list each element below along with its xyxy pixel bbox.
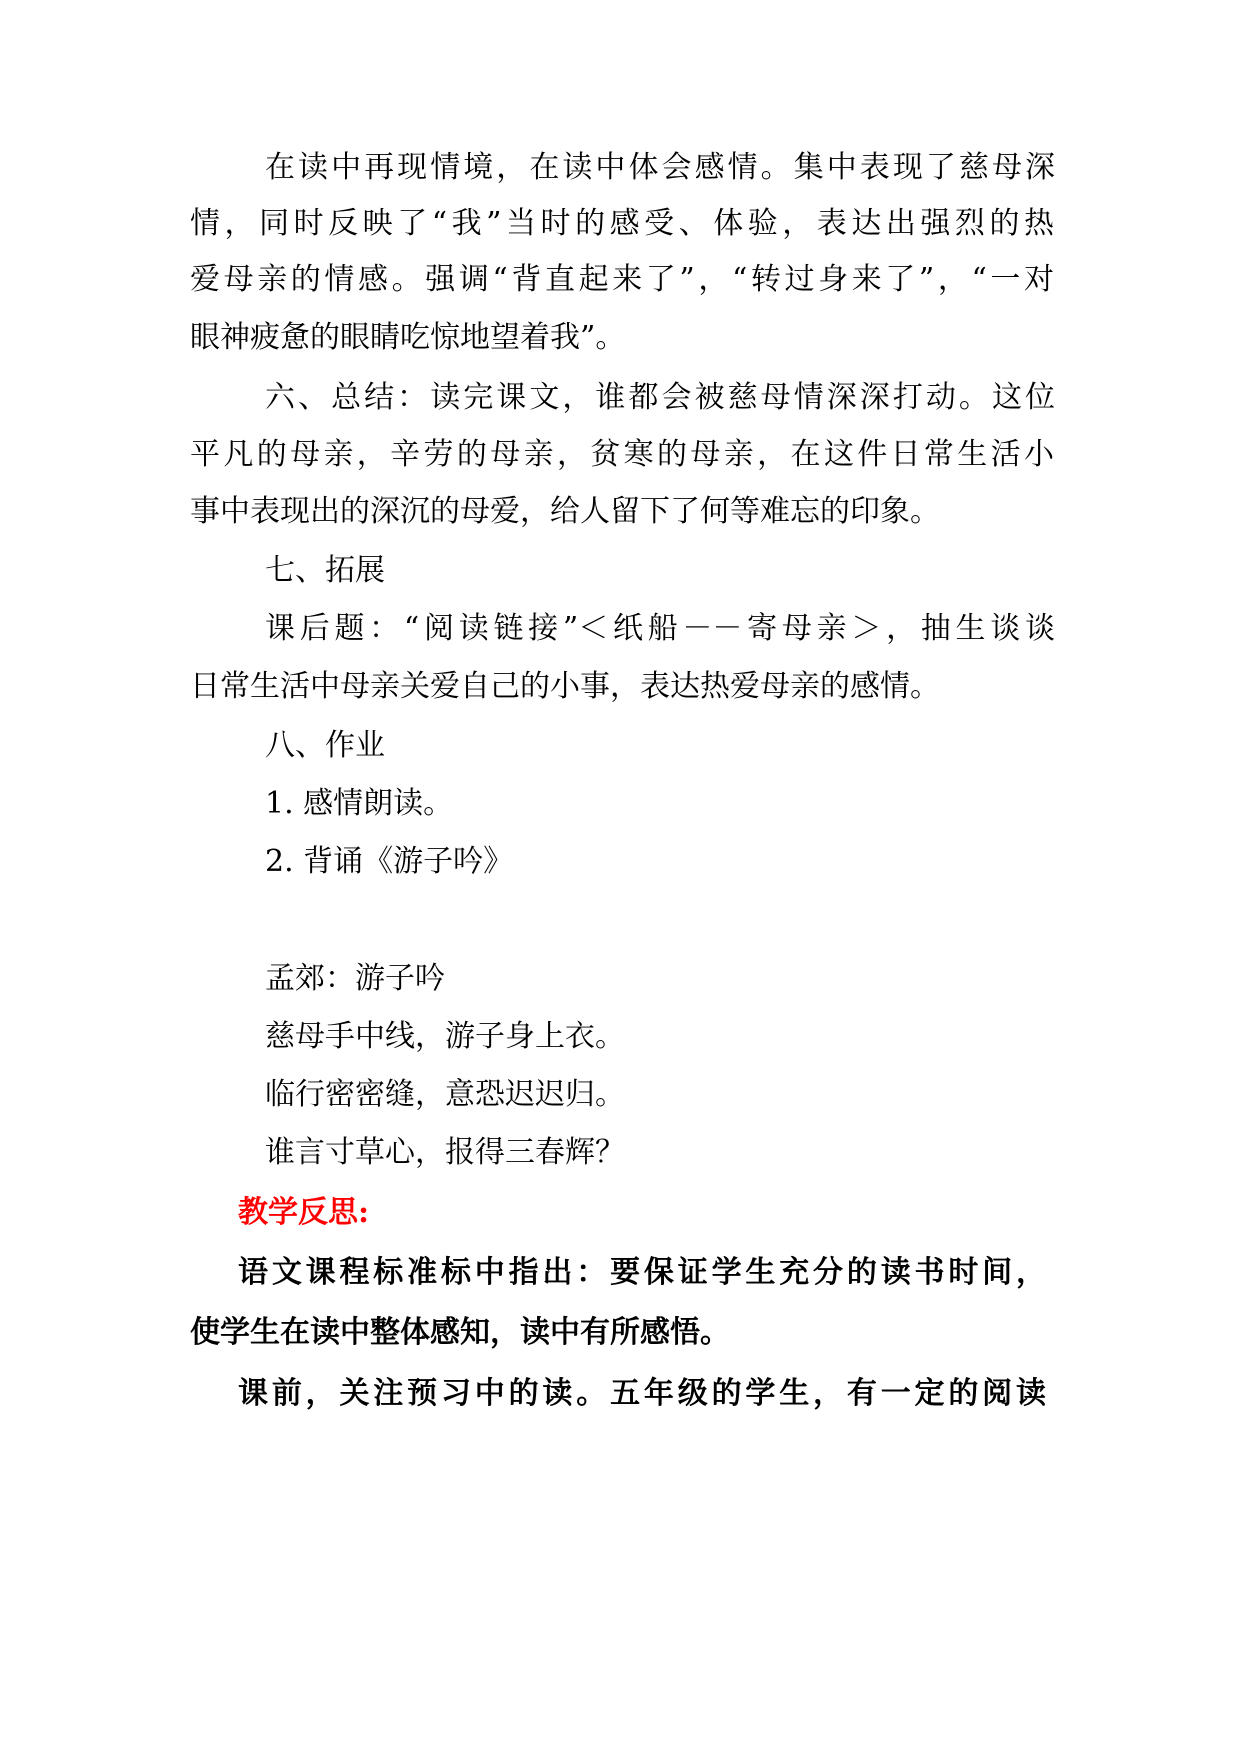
text-line: 课后题：“阅读链接”＜纸船－－寄母亲＞，抽生谈谈 [265, 611, 1055, 646]
text-line: 八、作业 [265, 728, 385, 763]
text-line: 慈母手中线，游子身上衣。 [265, 1019, 625, 1054]
text-line: 平凡的母亲，辛劳的母亲，贫寒的母亲，在这件日常生活小 [190, 437, 1054, 472]
text-line: 六、总结：读完课文，谁都会被慈母情深深打动。这位 [265, 380, 1055, 415]
text-line: 语文课程标准标中指出：要保证学生充分的读书时间， [238, 1255, 1046, 1290]
text-line: 情，同时反映了“我”当时的感受、体验，表达出强烈的热 [190, 206, 1054, 241]
text-line: 教学反思: [238, 1195, 370, 1230]
text-line: 谁言寸草心，报得三春辉？ [265, 1135, 625, 1170]
text-line: 课前，关注预习中的读。五年级的学生，有一定的阅读 [238, 1376, 1046, 1411]
text-line: 孟郊：游子吟 [265, 961, 445, 996]
text-line: 爱母亲的情感。强调“背直起来了”，“转过身来了”，“一对 [190, 262, 1054, 297]
text-line: 2. 背诵《游子吟》 [265, 844, 514, 879]
text-line: 眼神疲惫的眼睛吃惊地望着我”。 [190, 320, 626, 355]
text-line: 七、拓展 [265, 553, 385, 588]
text-line: 1. 感情朗读。 [265, 786, 454, 821]
text-line: 使学生在读中整体感知，读中有所感悟。 [190, 1315, 730, 1350]
text-line: 临行密密缝，意恐迟迟归。 [265, 1077, 625, 1112]
text-line: 在读中再现情境，在读中体会感情。集中表现了慈母深 [265, 150, 1055, 185]
text-line: 事中表现出的深沉的母爱，给人留下了何等难忘的印象。 [190, 494, 940, 529]
text-line: 日常生活中母亲关爱自己的小事，表达热爱母亲的感情。 [190, 669, 940, 704]
